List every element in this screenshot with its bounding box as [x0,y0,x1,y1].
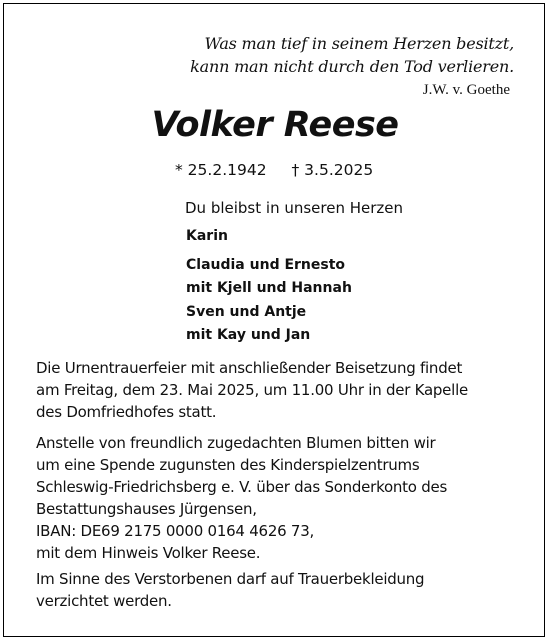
mourner-name: mit Kjell und Hannah [186,280,352,296]
goethe-quote [114,32,514,78]
text-line: verzichtet werden. [36,592,172,610]
mourner-name: mit Kay und Jan [186,327,311,343]
mourner-name: Karin [186,228,228,244]
mourner-name: Claudia und Ernesto [186,256,346,273]
deceased-name: Volker Reese [151,105,399,145]
life-dates [175,160,373,180]
funeral-paragraph [36,357,521,423]
text-line: Anstelle von freundlich zugedachten Blumen bitten wir [36,434,436,452]
birth-date: * 25.2.1942 [175,161,267,179]
quote-line: kann man nicht durch den Tod verlieren. [190,57,514,76]
text-line: Schleswig-Friedrichsberg e. V. über das Sonderkonto des [36,478,448,496]
motto-line: Du bleibst in unseren Herzen [185,199,404,217]
quote-line: Was man tief in seinem Herzen besitzt, [204,34,514,53]
text-line: Die Urnentrauerfeier mit anschließender Beisetzung findet [36,359,463,377]
donation-paragraph [36,432,521,564]
text-line: am Freitag, dem 23. Mai 2025, um 11.00 Uhr in der Kapelle [36,381,468,399]
death-date: † 3.5.2025 [291,161,374,179]
mourner-name: Sven und Antje [186,303,307,320]
text-line: mit dem Hinweis Volker Reese. [36,544,261,562]
text-line: des Domfriedhofes statt. [36,403,217,421]
mourners-list [186,225,352,348]
text-line: Bestattungshauses Jürgensen, [36,500,257,518]
text-line: Im Sinne des Verstorbenen darf auf Trauerbekleidung [36,570,425,588]
dress-code-paragraph [36,568,521,612]
text-line: um eine Spende zugunsten des Kinderspielzentrums [36,456,420,474]
quote-author: J.W. v. Goethe [422,82,510,98]
iban-line: IBAN: DE69 2175 0000 0164 4626 73, [36,522,315,540]
